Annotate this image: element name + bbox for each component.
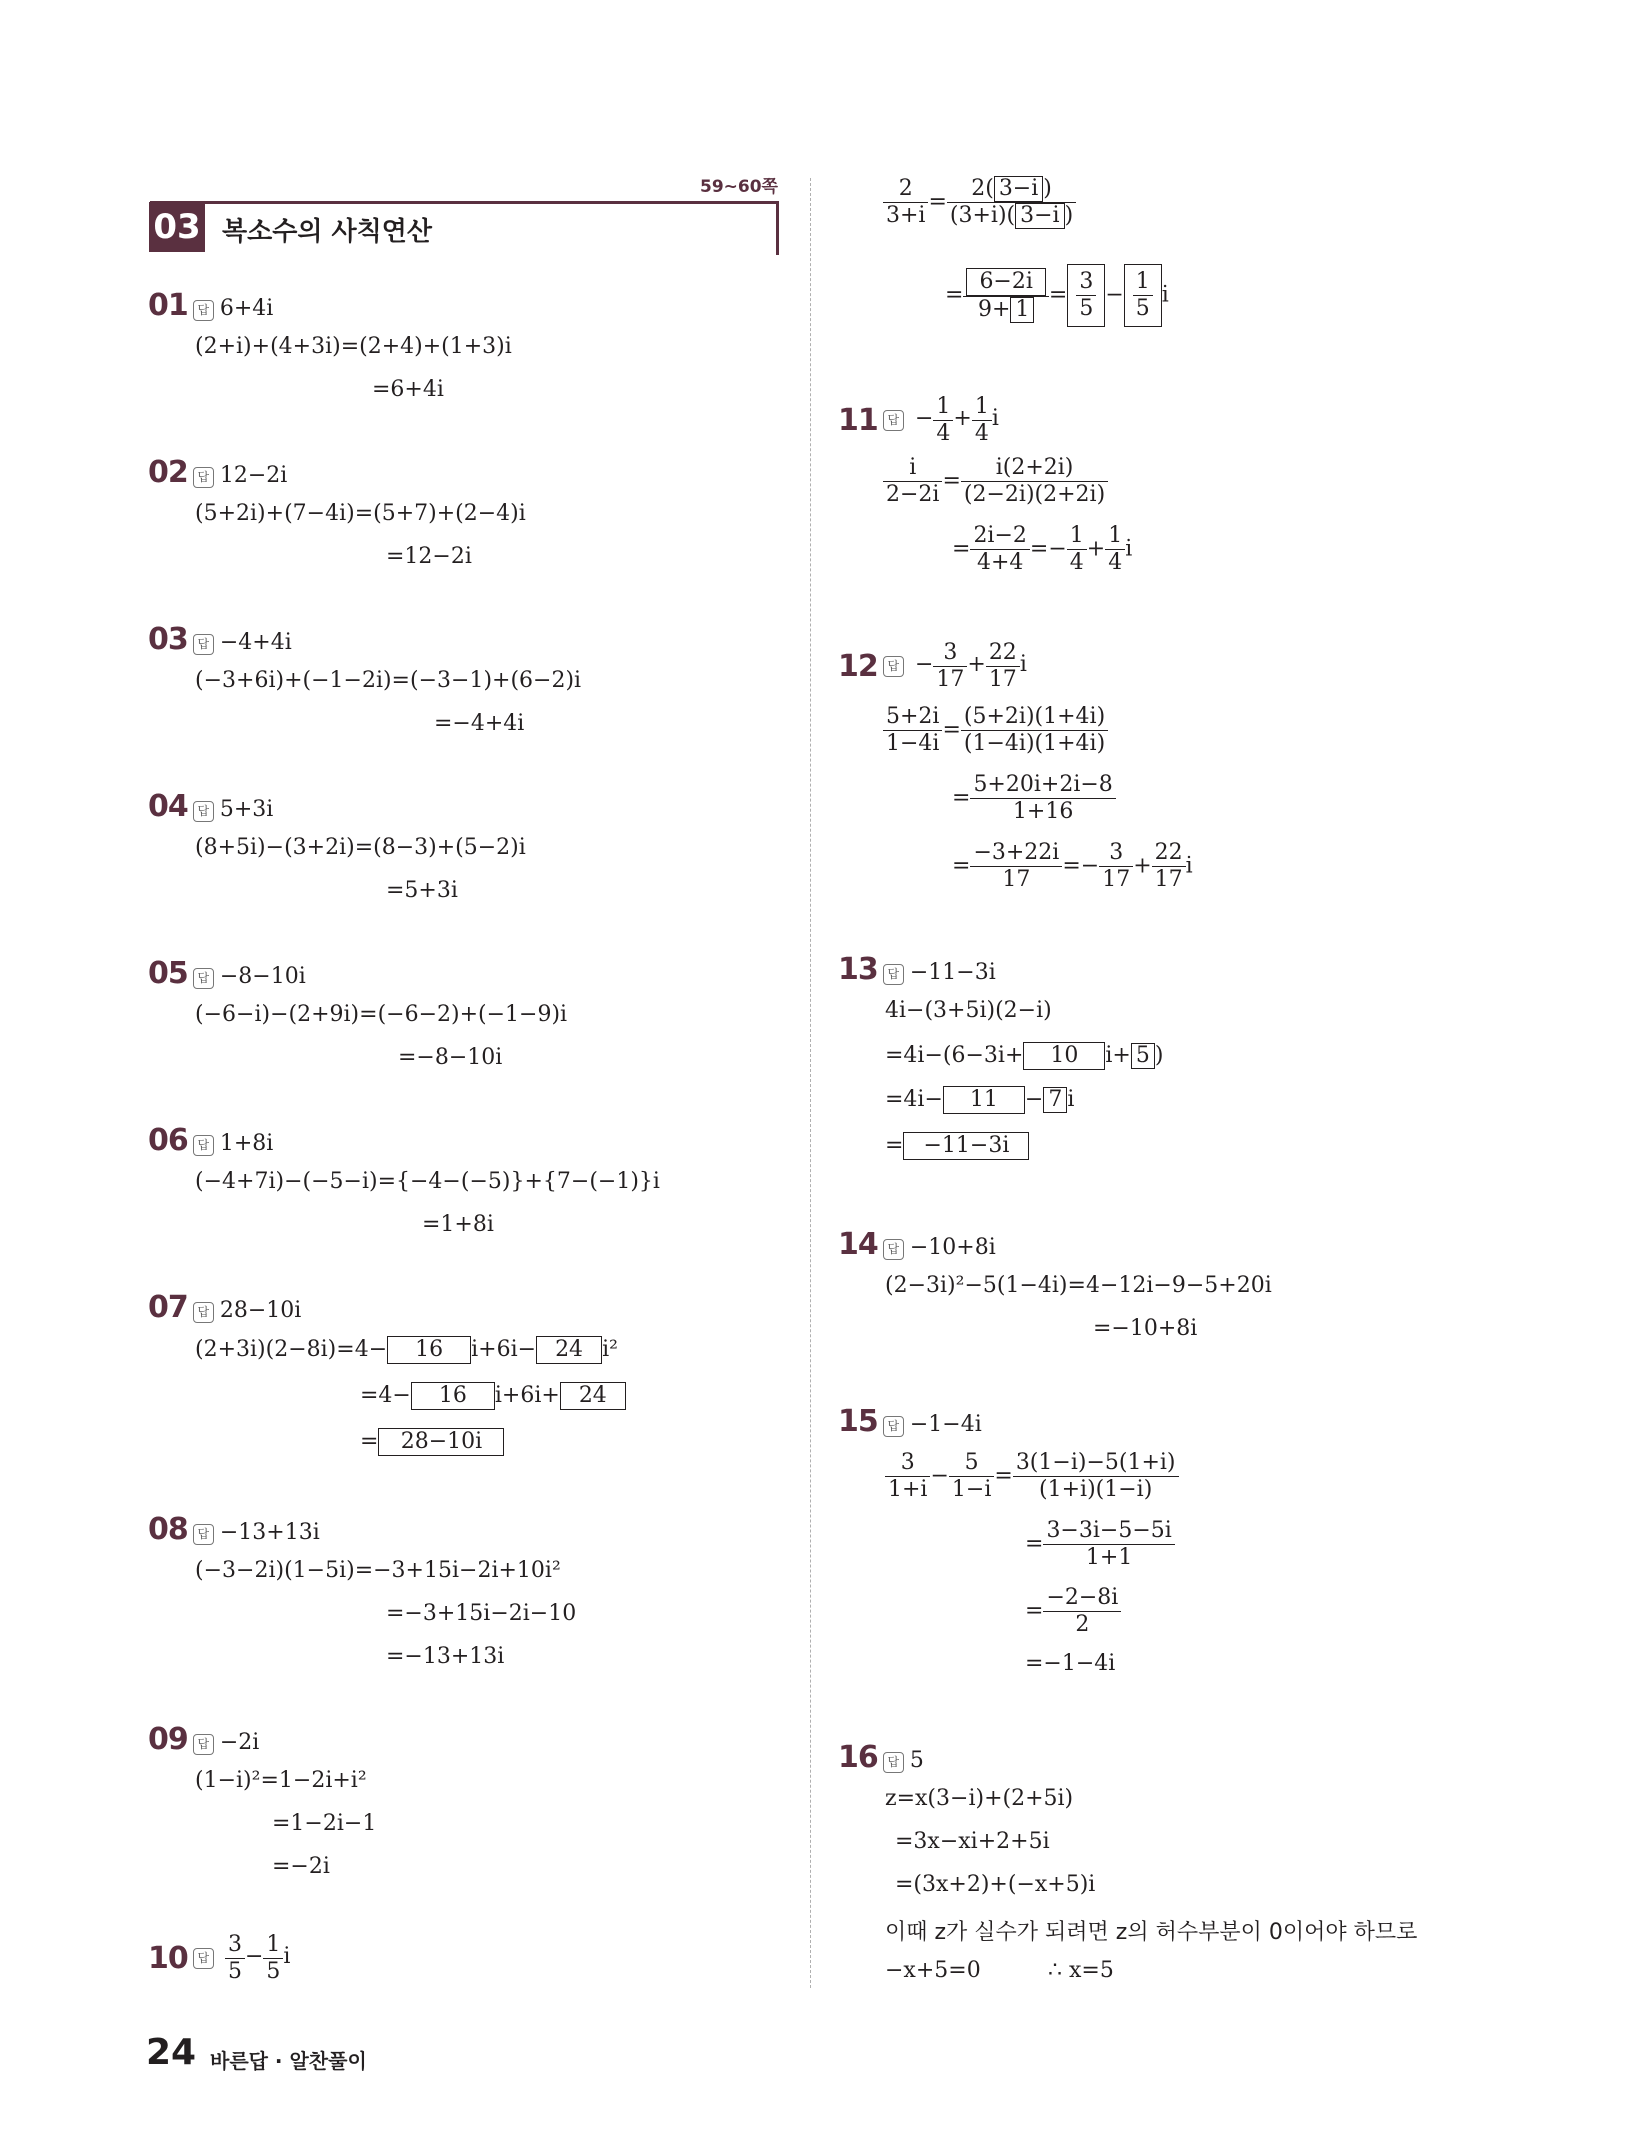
blank-box: 24 — [560, 1382, 626, 1410]
solution-line: (−3+6i)+(−1−2i)=(−3−1)+(6−2)i — [195, 668, 582, 693]
answer-tag: 답 — [193, 1948, 214, 1969]
problem-15: 15 답 −1−4i — [838, 1404, 982, 1439]
solution-line: ∴ x=5 — [1048, 1958, 1114, 1983]
answer-tag: 답 — [883, 964, 904, 985]
problem-12: 12 답 − $\frac{3}{17}$ + $\frac{22}{17}$ i — [838, 640, 1027, 692]
problem-10: 10 답 $\frac{3}{5}$ − $\frac{1}{5}$ i — [148, 1932, 291, 1984]
blank-box: 24 — [536, 1336, 602, 1364]
answer-tag: 답 — [193, 1734, 214, 1755]
solution-line: =4− 16 i+6i+ 24 — [360, 1382, 626, 1410]
solution-line: =(3x+2)+(−x+5)i — [895, 1872, 1096, 1897]
problem-04: 04 답 5+3i — [148, 789, 274, 824]
solution-line: $\frac{i}{2-2i}$ = $\frac{i(2+2i)}{(2-2i)(2+2i)}$ — [883, 455, 1108, 508]
solution-line: (8+5i)−(3+2i)=(8−3)+(5−2)i — [195, 835, 526, 860]
solution-line: (−4+7i)−(−5−i)={−4−(−5)}+{7−(−1)}i — [195, 1169, 660, 1194]
solution-line: (2−3i)²−5(1−4i)=4−12i−9−5+20i — [885, 1273, 1272, 1298]
blank-box: 11 — [943, 1086, 1025, 1114]
problem-05: 05 답 −8−10i — [148, 956, 306, 991]
solution-line: (−3−2i)(1−5i)=−3+15i−2i+10i² — [195, 1558, 561, 1583]
solution-line: =4i−(6−3i+ 10 i+ 5 ) — [885, 1043, 1164, 1068]
problem-03: 03 답 −4+4i — [148, 622, 292, 657]
solution-line: = $\frac{3-3i-5-5i}{1+1}$ — [1025, 1518, 1175, 1571]
solution-line: = 28−10i — [360, 1428, 504, 1456]
answer-tag: 답 — [883, 1752, 904, 1773]
solution-line: (1−i)²=1−2i+i² — [195, 1768, 367, 1793]
blank-box: 7 — [1043, 1087, 1067, 1113]
solution-line: =−4+4i — [434, 711, 525, 736]
column-divider — [810, 178, 811, 1988]
answer-tag: 답 — [193, 1135, 214, 1156]
solution-line: =−13+13i — [386, 1644, 505, 1669]
answer-tag: 답 — [193, 300, 214, 321]
solution-line: (2+3i)(2−8i)=4− 16 i+6i− 24 i² — [195, 1337, 618, 1362]
solution-line: 4i−(3+5i)(2−i) — [885, 998, 1052, 1023]
answer-tag: 답 — [193, 1302, 214, 1323]
section-number: 03 — [149, 202, 205, 252]
solution-line: (−6−i)−(2+9i)=(−6−2)+(−1−9)i — [195, 1002, 568, 1027]
blank-box: 3−i — [1015, 203, 1064, 229]
solution-line: =−3+15i−2i−10 — [386, 1601, 577, 1626]
answer-tag: 답 — [193, 1524, 214, 1545]
answer-tag: 답 — [883, 1239, 904, 1260]
solution-line: −x+5=0 — [885, 1958, 981, 1983]
answer-tag: 답 — [193, 968, 214, 989]
blank-box: −11−3i — [903, 1132, 1029, 1160]
problem-06: 06 답 1+8i — [148, 1123, 274, 1158]
solution-line: $\frac{3}{1+i}$ − $\frac{5}{1-i}$ = $\frac{3(1-i)-5(1+i)}{(1+i)(1-i)}$ — [885, 1450, 1179, 1503]
answer-tag: 답 — [883, 656, 904, 677]
section-title: 복소수의 사칙연산 — [222, 217, 432, 247]
blank-box: 16 — [387, 1336, 471, 1364]
blank-box: 5 — [1131, 1043, 1155, 1069]
problem-16: 16 답 5 — [838, 1740, 924, 1775]
solution-line: = $\frac{-3+22i}{17}$ =− $\frac{3}{17}$ + $\frac{22}{17}$ i — [952, 840, 1193, 892]
solution-line: =−8−10i — [398, 1045, 503, 1070]
blank-box: 3−i — [994, 176, 1043, 202]
blank-box: 6−2i — [966, 268, 1045, 296]
solution-line: =5+3i — [386, 878, 458, 903]
problem-02: 02 답 12−2i — [148, 455, 288, 490]
answer-tag: 답 — [883, 1416, 904, 1437]
problem-01: 01 답 6+4i — [148, 288, 274, 323]
solution-line: = $\frac{6-2i}{9+ 1}$ = $\frac{3}{5}$ − $\frac{1}{5}$ i — [945, 264, 1169, 327]
solution-line: = −11−3i — [885, 1132, 1029, 1160]
solution-line: =4i− 11 − 7 i — [885, 1087, 1075, 1112]
solution-line: =1+8i — [422, 1212, 494, 1237]
answer-tag: 답 — [193, 634, 214, 655]
solution-line: (5+2i)+(7−4i)=(5+7)+(2−4)i — [195, 501, 526, 526]
problem-08: 08 답 −13+13i — [148, 1512, 320, 1547]
solution-line: =−1−4i — [1025, 1651, 1116, 1676]
blank-box: 16 — [411, 1382, 495, 1410]
solution-line: (2+i)+(4+3i)=(2+4)+(1+3)i — [195, 334, 512, 359]
solution-line: =12−2i — [386, 544, 472, 569]
blank-box: 10 — [1023, 1042, 1105, 1070]
solution-line: $\frac{5+2i}{1-4i}$ = $\frac{(5+2i)(1+4i)}{(1-4i)(1+4i)}$ — [883, 704, 1108, 757]
page-number: 24 — [146, 2032, 197, 2073]
problem-07: 07 답 28−10i — [148, 1290, 302, 1325]
solution-line: =−2i — [272, 1854, 330, 1879]
solution-line: = $\frac{2i-2}{4+4}$ =− $\frac{1}{4}$ + $\frac{1}{4}$ i — [952, 523, 1133, 575]
blank-box: 28−10i — [378, 1428, 504, 1456]
solution-line: $\frac{2}{3+i}$ = $\frac{2( 3-i )}{(3+i)( 3-i )}$ — [883, 176, 1076, 229]
page-range: 59~60쪽 — [700, 177, 778, 197]
problem-09: 09 답 −2i — [148, 1722, 260, 1757]
solution-line: = $\frac{-2-8i}{2}$ — [1025, 1585, 1121, 1638]
solution-line: =1−2i−1 — [272, 1811, 377, 1836]
problem-14: 14 답 −10+8i — [838, 1227, 996, 1262]
solution-line: =−10+8i — [1093, 1316, 1198, 1341]
problem-13: 13 답 −11−3i — [838, 952, 996, 987]
answer-tag: 답 — [193, 801, 214, 822]
problem-11: 11 답 − $\frac{1}{4}$ + $\frac{1}{4}$ i — [838, 394, 999, 446]
solution-line: z=x(3−i)+(2+5i) — [885, 1786, 1074, 1811]
solution-line: =3x−xi+2+5i — [895, 1829, 1050, 1854]
solution-line: 이때 z가 실수가 되려면 z의 허수부분이 0이어야 하므로 — [885, 1920, 1418, 1945]
answer-tag: 답 — [193, 467, 214, 488]
blank-box: 1 — [1010, 297, 1034, 323]
solution-line: =6+4i — [372, 377, 444, 402]
solution-line: = $\frac{5+20i+2i-8}{1+16}$ — [952, 772, 1116, 825]
answer-tag: 답 — [883, 410, 904, 431]
book-title: 바른답 · 알찬풀이 — [210, 2049, 367, 2073]
